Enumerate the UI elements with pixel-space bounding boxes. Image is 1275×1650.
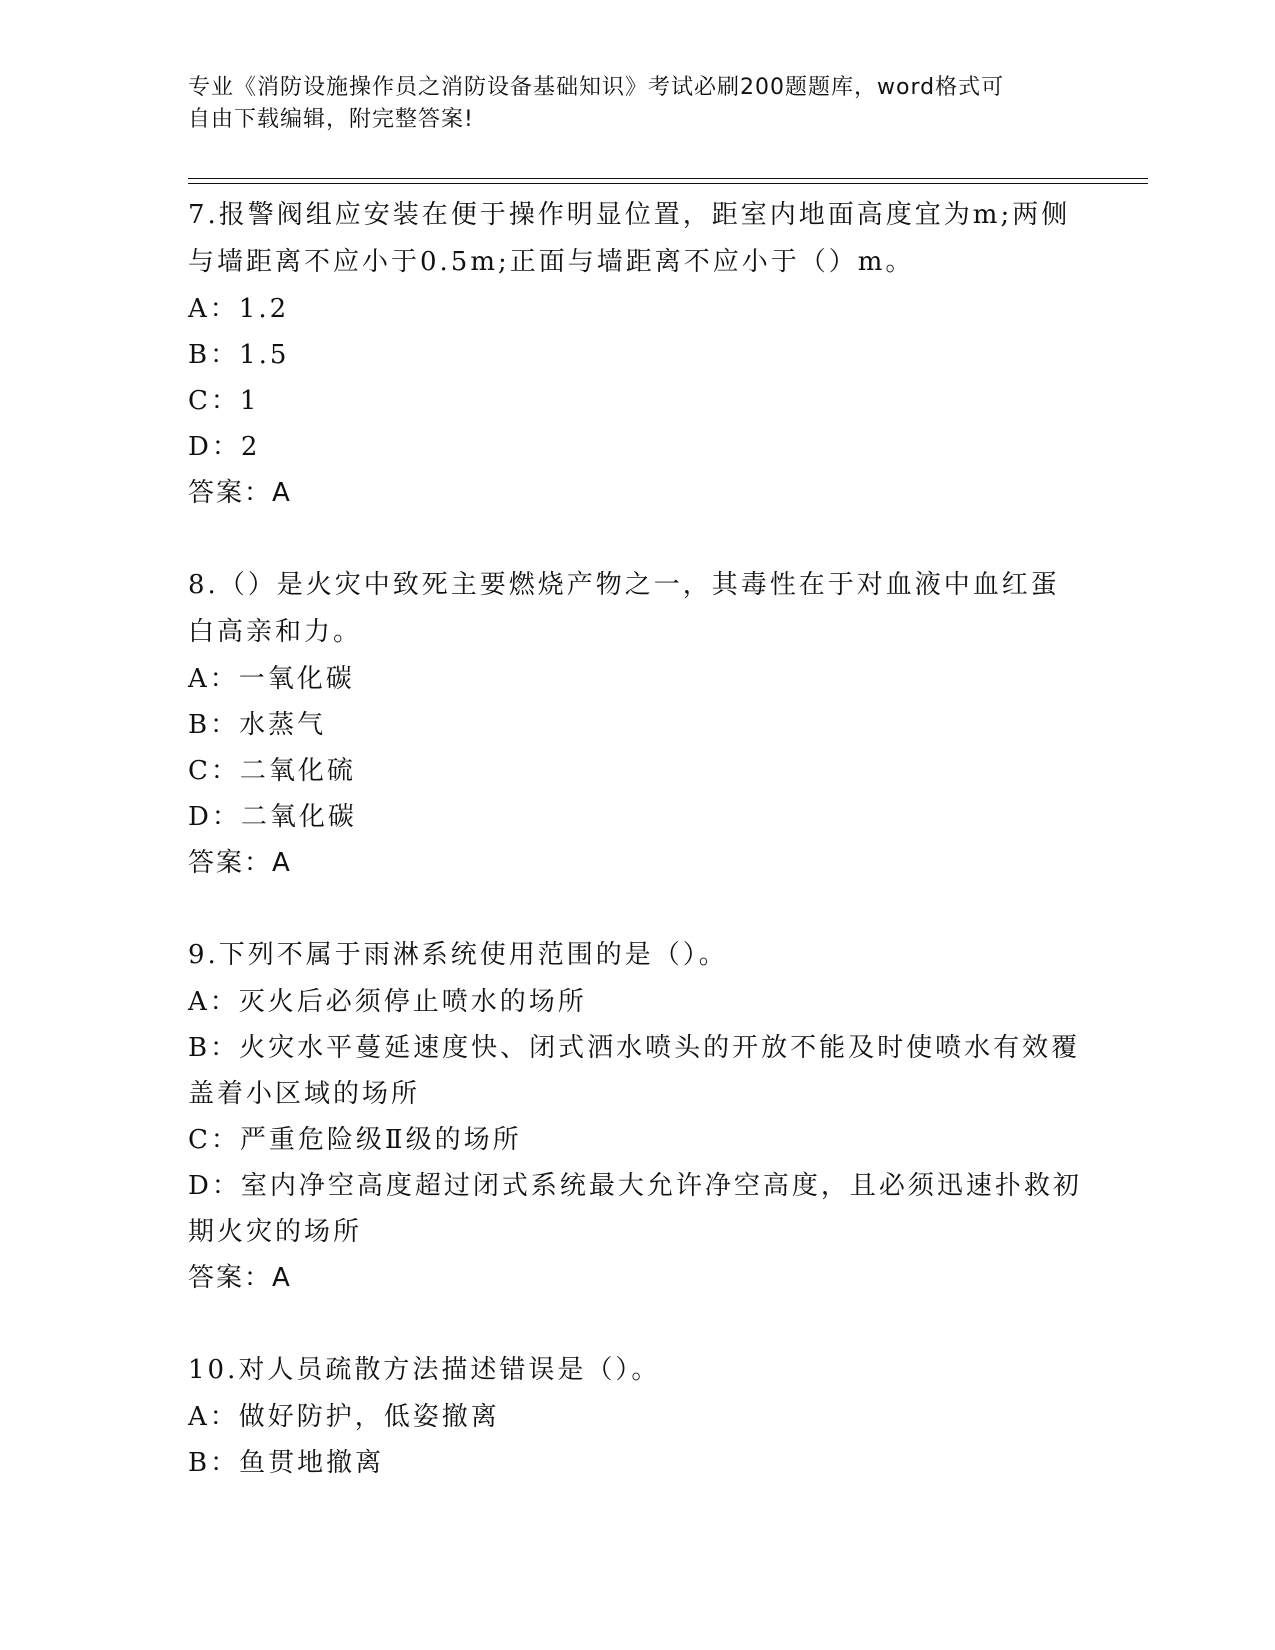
option-a: A：做好防护，低姿撤离 <box>188 1402 500 1432</box>
option-d: D：2 <box>188 432 261 462</box>
header-divider-top <box>188 178 1148 179</box>
option-a: A：1.2 <box>188 294 290 324</box>
option-d: D：二氧化碳 <box>188 802 357 832</box>
option-b: B：水蒸气 <box>188 710 327 740</box>
option-c: C：1 <box>188 386 260 416</box>
question-stem-line: 白高亲和力。 <box>188 617 363 647</box>
option-b: B：鱼贯地撤离 <box>188 1448 385 1478</box>
question-stem-line: 8.（）是火灾中致死主要燃烧产物之一，其毒性在于对血液中血红蛋 <box>188 570 1060 600</box>
question-stem-line: 10.对人员疏散方法描述错误是（）。 <box>188 1355 661 1385</box>
question-stem-line: 与墙距离不应小于0.5m;正面与墙距离不应小于（）m。 <box>188 247 915 277</box>
header-divider-bottom <box>188 183 1148 184</box>
question-stem-line: 7.报警阀组应安装在便于操作明显位置，距室内地面高度宜为m;两侧 <box>188 200 1071 230</box>
option-c: C：严重危险级Ⅱ级的场所 <box>188 1125 522 1155</box>
header-line-1: 专业《消防设施操作员之消防设备基础知识》考试必刷200题题库，word格式可 <box>188 75 1005 100</box>
document-header <box>188 72 1088 136</box>
question-7 <box>188 192 1088 516</box>
option-b: B：火灾水平蔓延速度快、闭式洒水喷头的开放不能及时使喷水有效覆 <box>188 1033 1081 1063</box>
option-b: B：1.5 <box>188 340 290 370</box>
question-10 <box>188 1347 1088 1486</box>
option-a: A：灭火后必须停止喷水的场所 <box>188 987 587 1017</box>
option-d-continued: 期火灾的场所 <box>188 1217 363 1247</box>
answer-line: 答案：A <box>188 478 292 508</box>
answer-line: 答案：A <box>188 1263 292 1293</box>
option-d: D：室内净空高度超过闭式系统最大允许净空高度，且必须迅速扑救初 <box>188 1171 1082 1201</box>
option-a: A：一氧化碳 <box>188 664 355 694</box>
option-b-continued: 盖着小区域的场所 <box>188 1079 421 1109</box>
question-list <box>188 192 1088 1532</box>
header-line-2: 自由下载编辑，附完整答案! <box>188 107 474 132</box>
question-9 <box>188 932 1088 1301</box>
option-c: C：二氧化硫 <box>188 756 356 786</box>
question-stem-line: 9.下列不属于雨淋系统使用范围的是（）。 <box>188 940 728 970</box>
answer-line: 答案：A <box>188 848 292 878</box>
question-8 <box>188 562 1088 886</box>
